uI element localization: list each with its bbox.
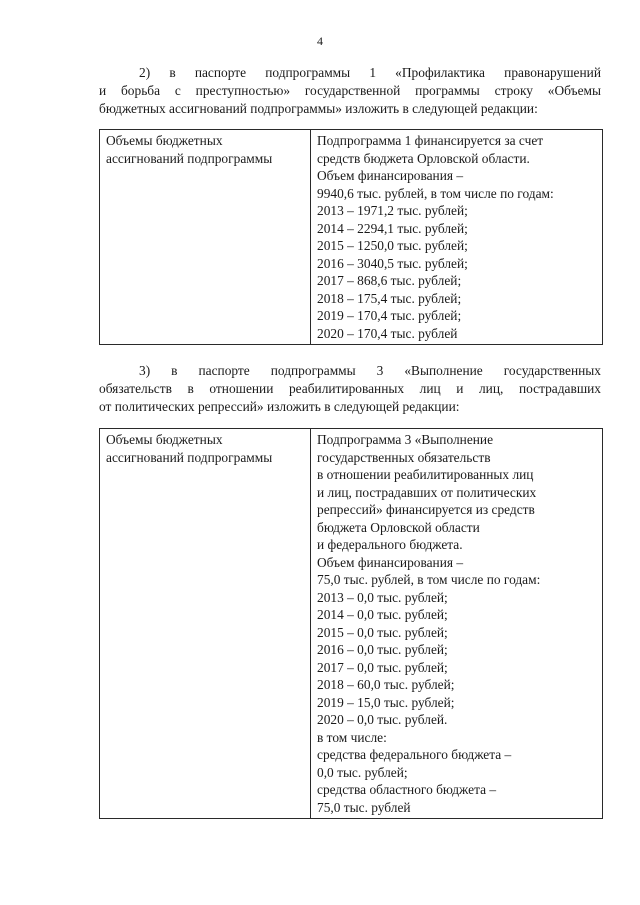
table-row xyxy=(100,429,603,819)
value-cell xyxy=(311,130,603,345)
value-cell xyxy=(311,429,603,819)
value-line: 75,0 тыс. рублей xyxy=(317,799,411,815)
value-line: 2017 – 868,6 тыс. рублей; xyxy=(317,273,462,288)
value-line: средства областного бюджета – xyxy=(317,782,497,797)
value-line: 0,0 тыс. рублей; xyxy=(317,764,408,780)
label-line: Объемы бюджетных xyxy=(106,133,223,148)
value-line: государственных обязательств xyxy=(317,449,491,465)
table-row xyxy=(100,130,603,345)
label-line: Объемы бюджетных xyxy=(106,432,223,447)
passport-table-subprogram-1 xyxy=(99,129,603,345)
value-line: Объем финансирования – xyxy=(317,168,464,183)
value-line: 75,0 тыс. рублей, в том числе по годам: xyxy=(317,572,541,587)
paragraph-subprogram-3 xyxy=(99,362,601,416)
value-line: 2014 – 2294,1 тыс. рублей; xyxy=(317,220,468,236)
value-line: 2018 – 60,0 тыс. рублей; xyxy=(317,677,455,692)
paragraph-line: бюджетных ассигнований подпрограммы» изложить в следующей редакции: xyxy=(99,101,538,116)
value-line: 2020 – 0,0 тыс. рублей. xyxy=(317,712,448,727)
paragraph-line: от политических репрессий» изложить в следующей редакции: xyxy=(99,399,460,414)
value-line: 2016 – 0,0 тыс. рублей; xyxy=(317,642,448,657)
value-line: репрессий» финансируется из средств xyxy=(317,502,535,517)
value-line: 2015 – 0,0 тыс. рублей; xyxy=(317,624,448,640)
paragraph-line: 2) в паспорте подпрограммы 1 «Профилактика правонарушений xyxy=(139,65,601,80)
value-line: 2019 – 170,4 тыс. рублей; xyxy=(317,308,462,323)
value-line: в отношении реабилитированных лиц xyxy=(317,467,534,482)
value-line: и федерального бюджета. xyxy=(317,537,463,552)
label-cell xyxy=(100,429,311,819)
value-line: Подпрограмма 3 «Выполнение xyxy=(317,432,494,447)
label-line: ассигнований подпрограммы xyxy=(106,150,273,166)
value-line: Подпрограмма 1 финансируется за счет xyxy=(317,133,544,148)
value-line: в том числе: xyxy=(317,729,387,745)
value-line: 2017 – 0,0 тыс. рублей; xyxy=(317,659,448,675)
paragraph-line: 3) в паспорте подпрограммы 3 «Выполнение государственных xyxy=(139,363,601,378)
value-line: 2020 – 170,4 тыс. рублей xyxy=(317,325,458,341)
value-line: 9940,6 тыс. рублей, в том числе по годам: xyxy=(317,185,554,201)
value-line: Объем финансирования – xyxy=(317,554,464,570)
value-line: 2015 – 1250,0 тыс. рублей; xyxy=(317,238,468,253)
paragraph-subprogram-1 xyxy=(99,64,601,118)
passport-table-subprogram-3 xyxy=(99,428,603,819)
value-line: 2014 – 0,0 тыс. рублей; xyxy=(317,607,448,622)
label-line: ассигнований подпрограммы xyxy=(106,449,273,465)
value-line: средства федерального бюджета – xyxy=(317,747,512,762)
paragraph-line: обязательств в отношении реабилитированных лиц и лиц, пострадавших xyxy=(99,381,601,396)
value-line: 2016 – 3040,5 тыс. рублей; xyxy=(317,255,468,271)
label-cell xyxy=(100,130,311,345)
value-line: средств бюджета Орловской области. xyxy=(317,150,530,166)
value-line: и лиц, пострадавших от политических xyxy=(317,484,537,500)
paragraph-line: и борьба с преступностью» государственной программы строку «Объемы xyxy=(99,83,601,98)
value-line: 2013 – 0,0 тыс. рублей; xyxy=(317,589,448,605)
value-line: 2013 – 1971,2 тыс. рублей; xyxy=(317,203,468,218)
value-line: бюджета Орловской области xyxy=(317,519,480,535)
value-line: 2018 – 175,4 тыс. рублей; xyxy=(317,290,462,306)
value-line: 2019 – 15,0 тыс. рублей; xyxy=(317,694,455,710)
page-number: 4 xyxy=(317,34,323,48)
